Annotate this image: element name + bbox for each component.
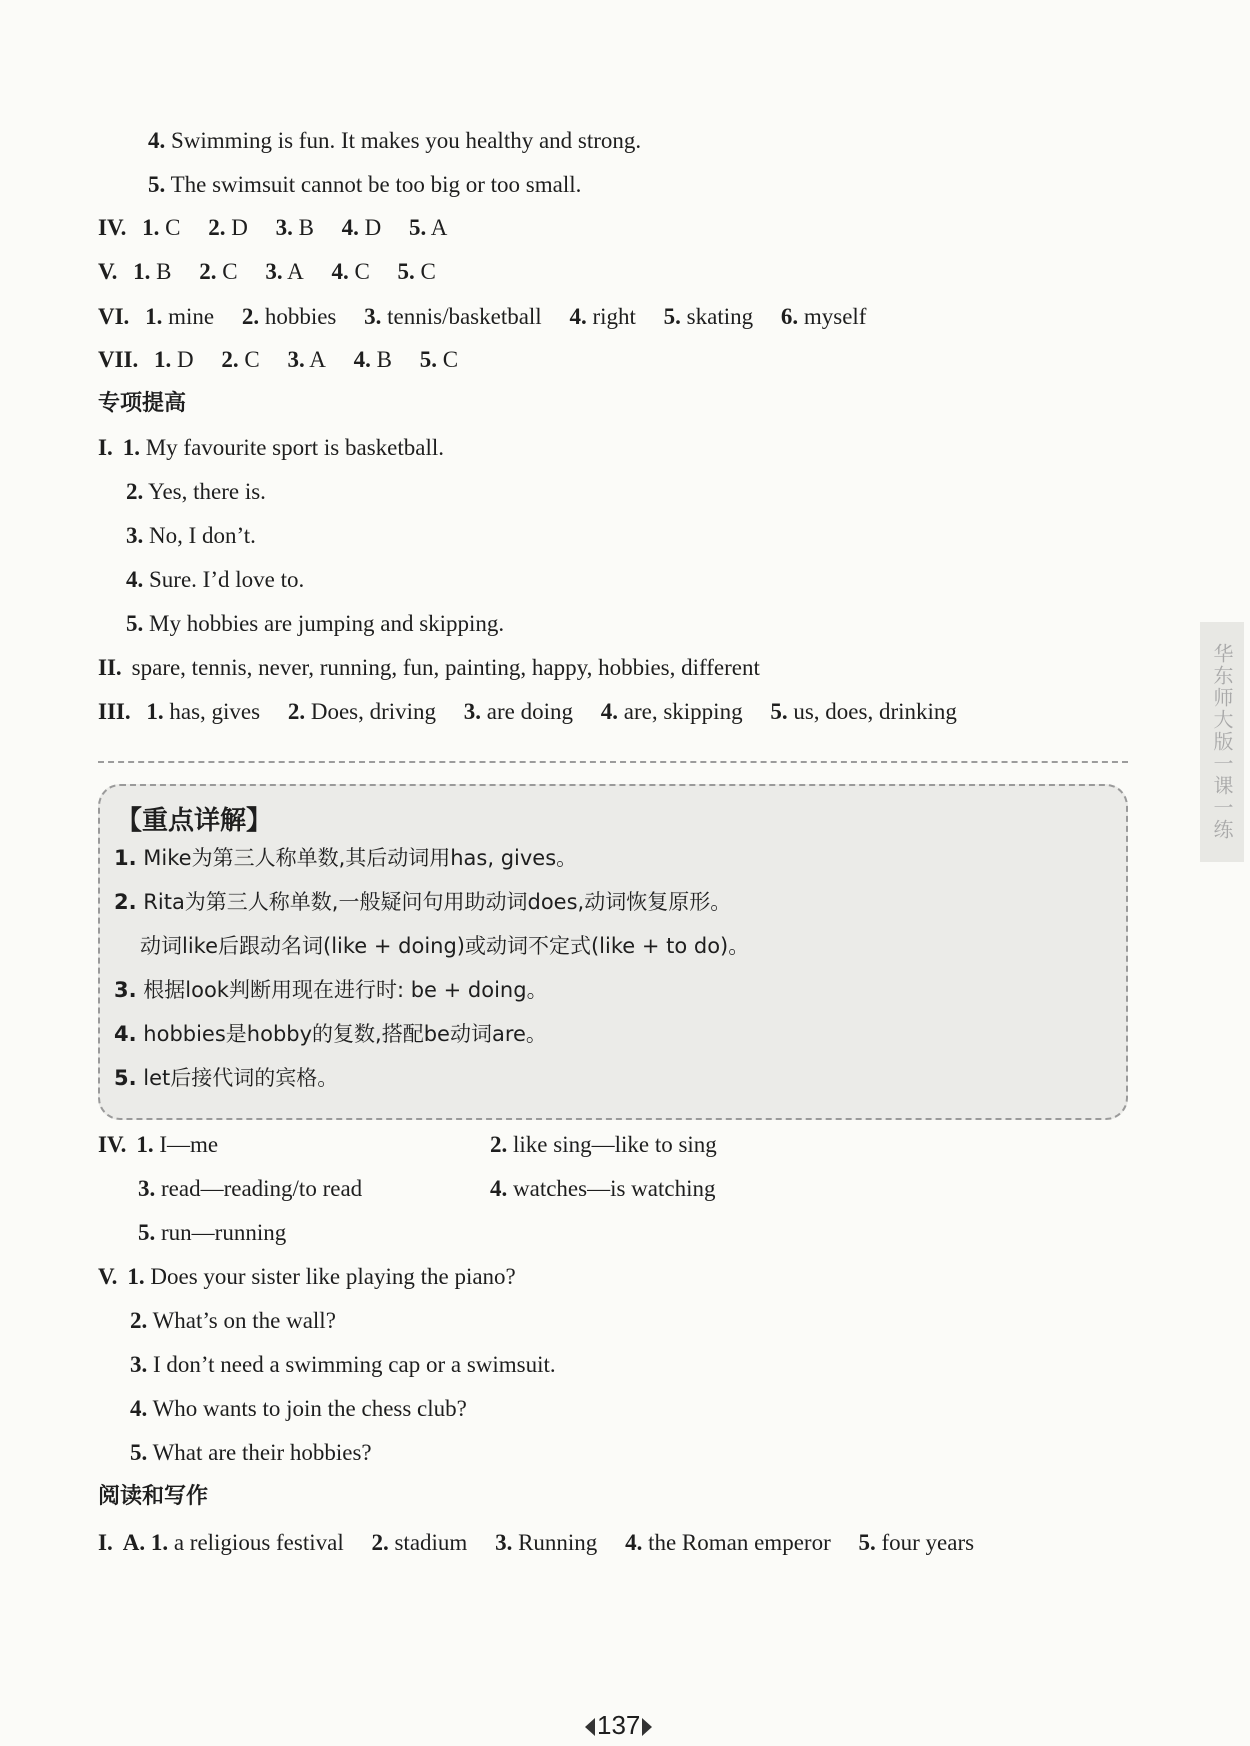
answer-line: 2. What’s on the wall? bbox=[130, 1308, 336, 1333]
answer-line: 4. Who wants to join the chess club? bbox=[130, 1396, 467, 1421]
answer-line: 5. What are their hobbies? bbox=[130, 1440, 372, 1465]
keypoint-line: 3. 根据look判断用现在进行时: be + doing。 bbox=[114, 978, 548, 1002]
answer-line: 3. I don’t need a swimming cap or a swimsuit. bbox=[130, 1352, 556, 1377]
section-iv2: IV. 1. I—me bbox=[98, 1132, 219, 1157]
keypoints-title: 【重点详解】 bbox=[116, 806, 273, 836]
answer-line: 5. run—running bbox=[138, 1220, 287, 1245]
section-heading: 阅读和写作 bbox=[98, 1484, 209, 1509]
section-vi: VI. 1. mine 2. hobbies 3. tennis/basketball 4. right 5. skating 6. myself bbox=[98, 304, 867, 329]
answer-line: I. 1. My favourite sport is basketball. bbox=[98, 435, 445, 460]
section-vii: VII. 1. D 2. C 3. A 4. B 5. C bbox=[98, 347, 459, 372]
section-ii: II. spare, tennis, never, running, fun, painting, happy, hobbies, different bbox=[98, 655, 760, 680]
keypoint-line: 4. hobbies是hobby的复数,搭配be动词are。 bbox=[114, 1022, 547, 1046]
section-iv: IV. 1. C 2. D 3. B 4. D 5. A bbox=[98, 215, 448, 240]
triangle-left-icon bbox=[585, 1718, 595, 1736]
dashed-divider bbox=[98, 761, 1128, 763]
section-reading-i: I. A. 1. a religious festival 2. stadium 3. Running 4. the Roman emperor 5. four years bbox=[98, 1530, 975, 1555]
answer-line: 5. My hobbies are jumping and skipping. bbox=[126, 611, 505, 636]
section-v2: V. 1. Does your sister like playing the piano? bbox=[98, 1264, 516, 1289]
section-iii: III. 1. has, gives 2. Does, driving 3. are doing 4. are, skipping 5. us, does, drinking bbox=[98, 699, 957, 724]
keypoint-line: 5. let后接代词的宾格。 bbox=[114, 1066, 339, 1090]
answer-line: 3. read—reading/to read bbox=[138, 1176, 363, 1201]
answer-line: 2. Yes, there is. bbox=[126, 479, 266, 504]
answer-line: 4. Swimming is fun. It makes you healthy and strong. bbox=[148, 128, 642, 153]
answer-line: 5. The swimsuit cannot be too big or too small. bbox=[148, 172, 582, 197]
keypoint-line: 2. Rita为第三人称单数,一般疑问句用助动词does,动词恢复原形。 bbox=[114, 890, 732, 914]
answer-line: 2. like sing—like to sing bbox=[490, 1132, 717, 1157]
answer-line: 4. watches—is watching bbox=[490, 1176, 716, 1201]
section-v: V. 1. B 2. C 3. A 4. C 5. C bbox=[98, 259, 436, 284]
triangle-right-icon bbox=[642, 1718, 652, 1736]
page-number: 137 bbox=[585, 1710, 652, 1741]
side-tab: 华东师大版一课一练 bbox=[1200, 622, 1244, 862]
keypoint-line: 动词like后跟动名词(like + doing)或动词不定式(like + to do)。 bbox=[140, 934, 750, 958]
answer-line: 3. No, I don’t. bbox=[126, 523, 256, 548]
section-heading: 专项提高 bbox=[98, 391, 187, 416]
keypoint-line: 1. Mike为第三人称单数,其后动词用has, gives。 bbox=[114, 846, 578, 870]
answer-line: 4. Sure. I’d love to. bbox=[126, 567, 305, 592]
